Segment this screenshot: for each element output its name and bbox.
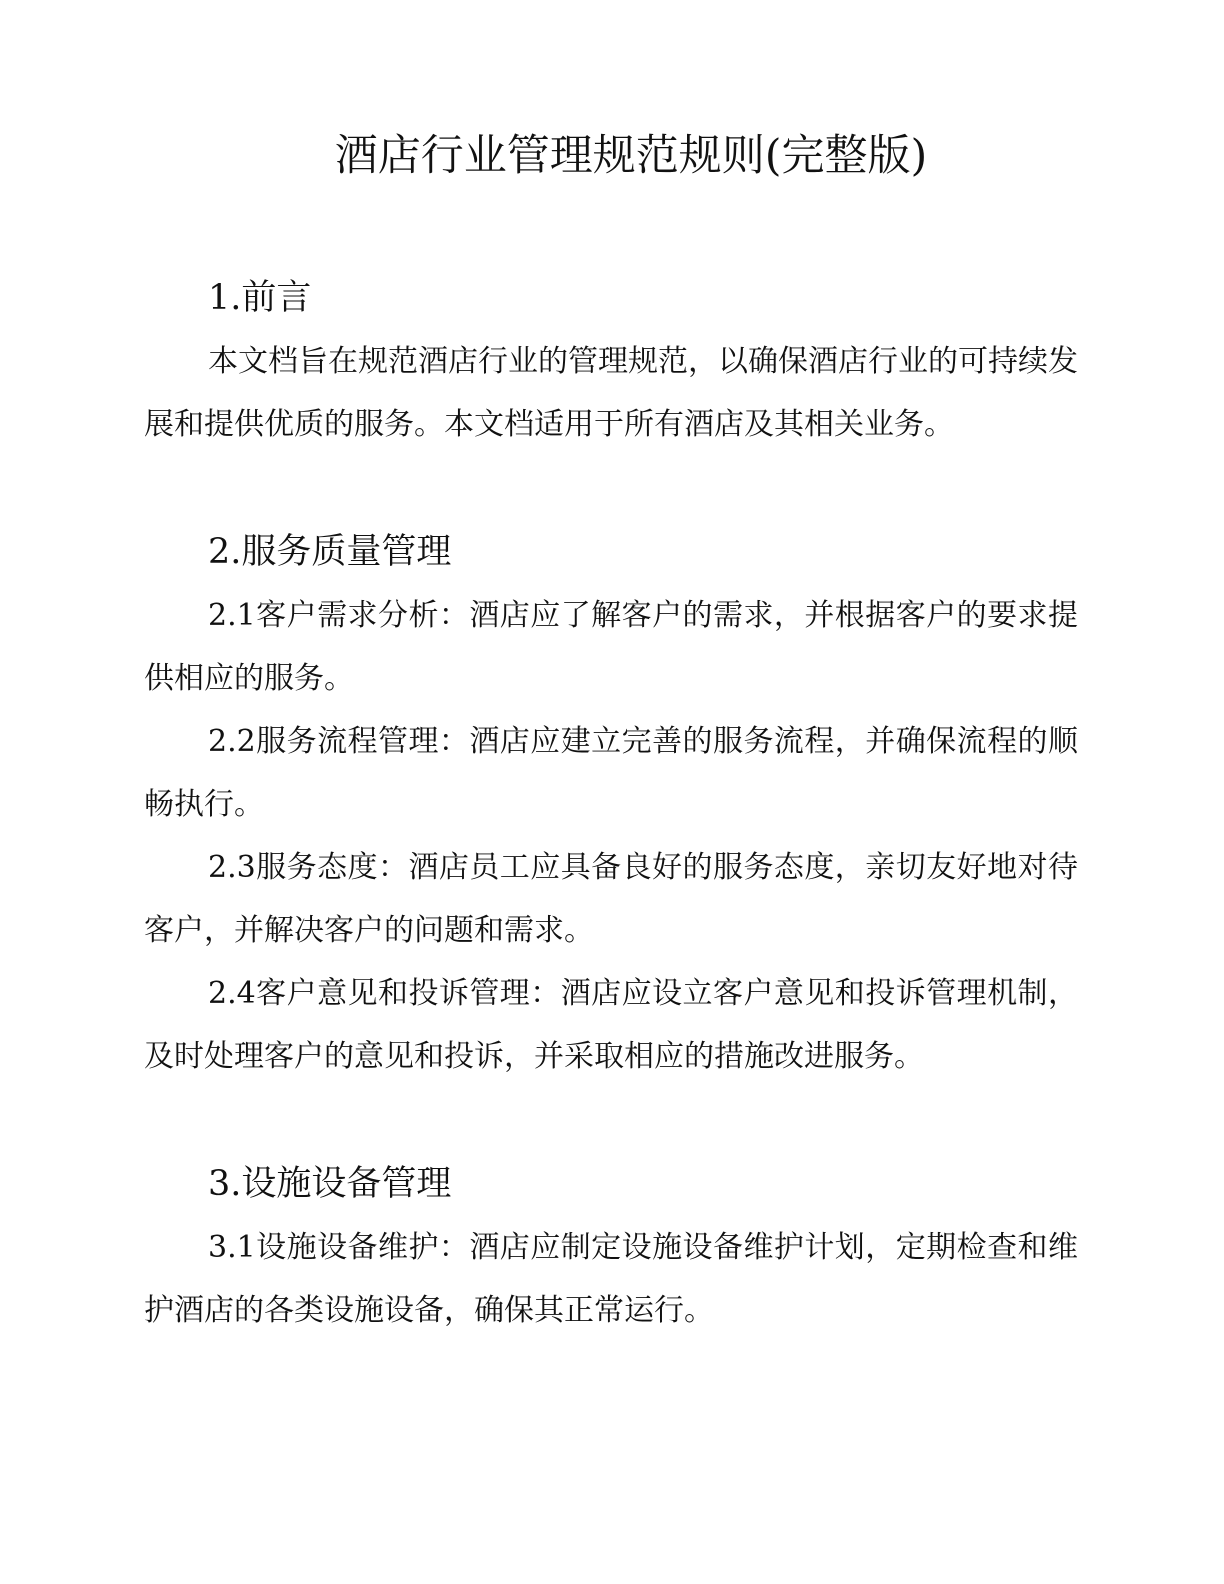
section-facility-management [144, 1160, 1078, 1342]
section-service-quality [144, 528, 1078, 1088]
section-heading: 2.服务质量管理 [208, 532, 452, 572]
paragraph: 2.2服务流程管理：酒店应建立完善的服务流程，并确保流程的顺畅执行。 [144, 724, 1078, 822]
paragraph: 2.3服务态度：酒店员工应具备良好的服务态度，亲切友好地对待客户，并解决客户的问题和需求。 [144, 850, 1078, 948]
paragraph: 3.1设施设备维护：酒店应制定设施设备维护计划，定期检查和维护酒店的各类设施设备，确保其正常运行。 [144, 1230, 1078, 1328]
document-title: 酒店行业管理规范规则(完整版) [334, 131, 928, 181]
paragraph: 2.1客户需求分析：酒店应了解客户的需求，并根据客户的要求提供相应的服务。 [144, 598, 1078, 696]
paragraph: 本文档旨在规范酒店行业的管理规范，以确保酒店行业的可持续发展和提供优质的服务。本文档适用于所有酒店及其相关业务。 [144, 344, 1078, 442]
paragraph: 2.4客户意见和投诉管理：酒店应设立客户意见和投诉管理机制，及时处理客户的意见和投诉，并采取相应的措施改进服务。 [144, 976, 1078, 1074]
section-heading: 3.设施设备管理 [208, 1164, 452, 1204]
section-preface [144, 274, 1078, 456]
section-heading: 1.前言 [208, 278, 312, 318]
